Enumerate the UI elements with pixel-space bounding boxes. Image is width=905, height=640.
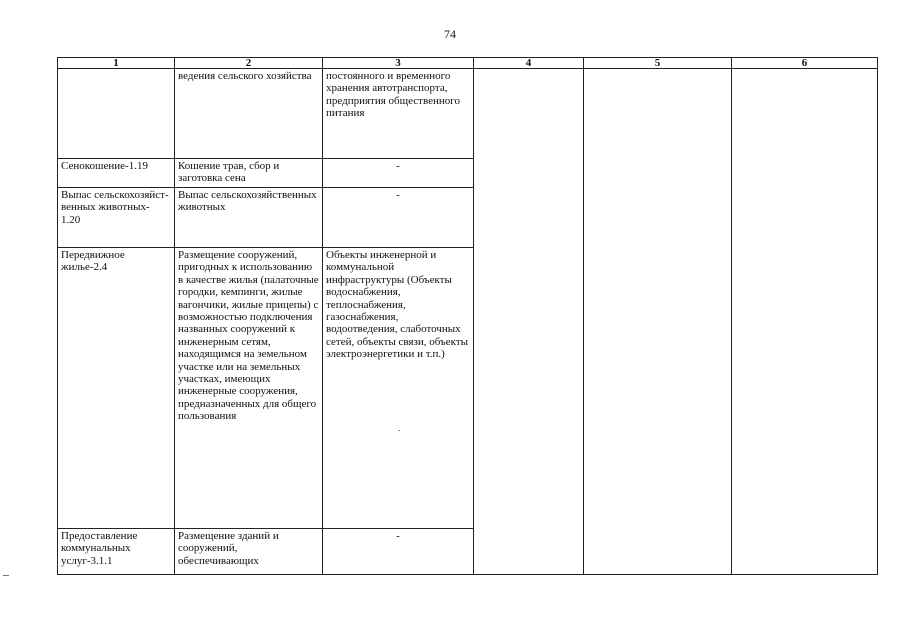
header-col-1: 1	[58, 58, 175, 69]
header-col-2: 2	[175, 58, 323, 69]
cell-description: Размещение зданий и сооружений, обеспечивающих	[175, 529, 323, 575]
land-use-table	[57, 57, 878, 575]
margin-scan-mark	[3, 575, 9, 576]
cell-col-5	[584, 69, 732, 575]
table-header-row	[58, 58, 878, 69]
cell-use-type: Передвижное жилье-2.4	[58, 248, 175, 529]
cell-auxiliary-use: -	[323, 188, 474, 248]
cell-auxiliary-use: -	[323, 159, 474, 188]
cell-auxiliary-use: Объекты инженерной и коммунальной инфраструктуры (Объекты водоснабжения, теплоснабжения, газоснабжения, водоотведения, слаботочных сетей, объекты связи, объекты электроэнергетики и т.п.)	[323, 248, 474, 529]
cell-description: Кошение трав, сбор и заготовка сена	[175, 159, 323, 188]
cell-description: Размещение сооружений, пригодных к использованию в качестве жилья (палаточные городки, кемпинги, жилые вагончики, жилые прицепы) с возможностью подключения названных сооружений к инженерным сетям, находящимся на земельном участке или на земельных участках, имеющих инженерные сооружения, предназначенных для общего пользования	[175, 248, 323, 529]
header-col-3: 3	[323, 58, 474, 69]
cell-use-type: Выпас сельскохозяйст-венных животных- 1.20	[58, 188, 175, 248]
header-col-5: 5	[584, 58, 732, 69]
cell-use-type: Предоставление коммунальных услуг-3.1.1	[58, 529, 175, 575]
header-col-4: 4	[474, 58, 584, 69]
table-row	[58, 69, 878, 159]
scan-speck	[398, 430, 400, 431]
cell-auxiliary-use: постоянного и временного хранения автотранспорта, предприятия общественного питания	[323, 69, 474, 159]
cell-description: ведения сельского хозяйства	[175, 69, 323, 159]
page-number: 74	[444, 27, 456, 41]
cell-use-type	[58, 69, 175, 159]
cell-use-type: Сенокошение-1.19	[58, 159, 175, 188]
cell-col-4	[474, 69, 584, 575]
header-col-6: 6	[732, 58, 878, 69]
cell-auxiliary-use: -	[323, 529, 474, 575]
cell-description: Выпас сельскохозяйственных животных	[175, 188, 323, 248]
cell-col-6	[732, 69, 878, 575]
